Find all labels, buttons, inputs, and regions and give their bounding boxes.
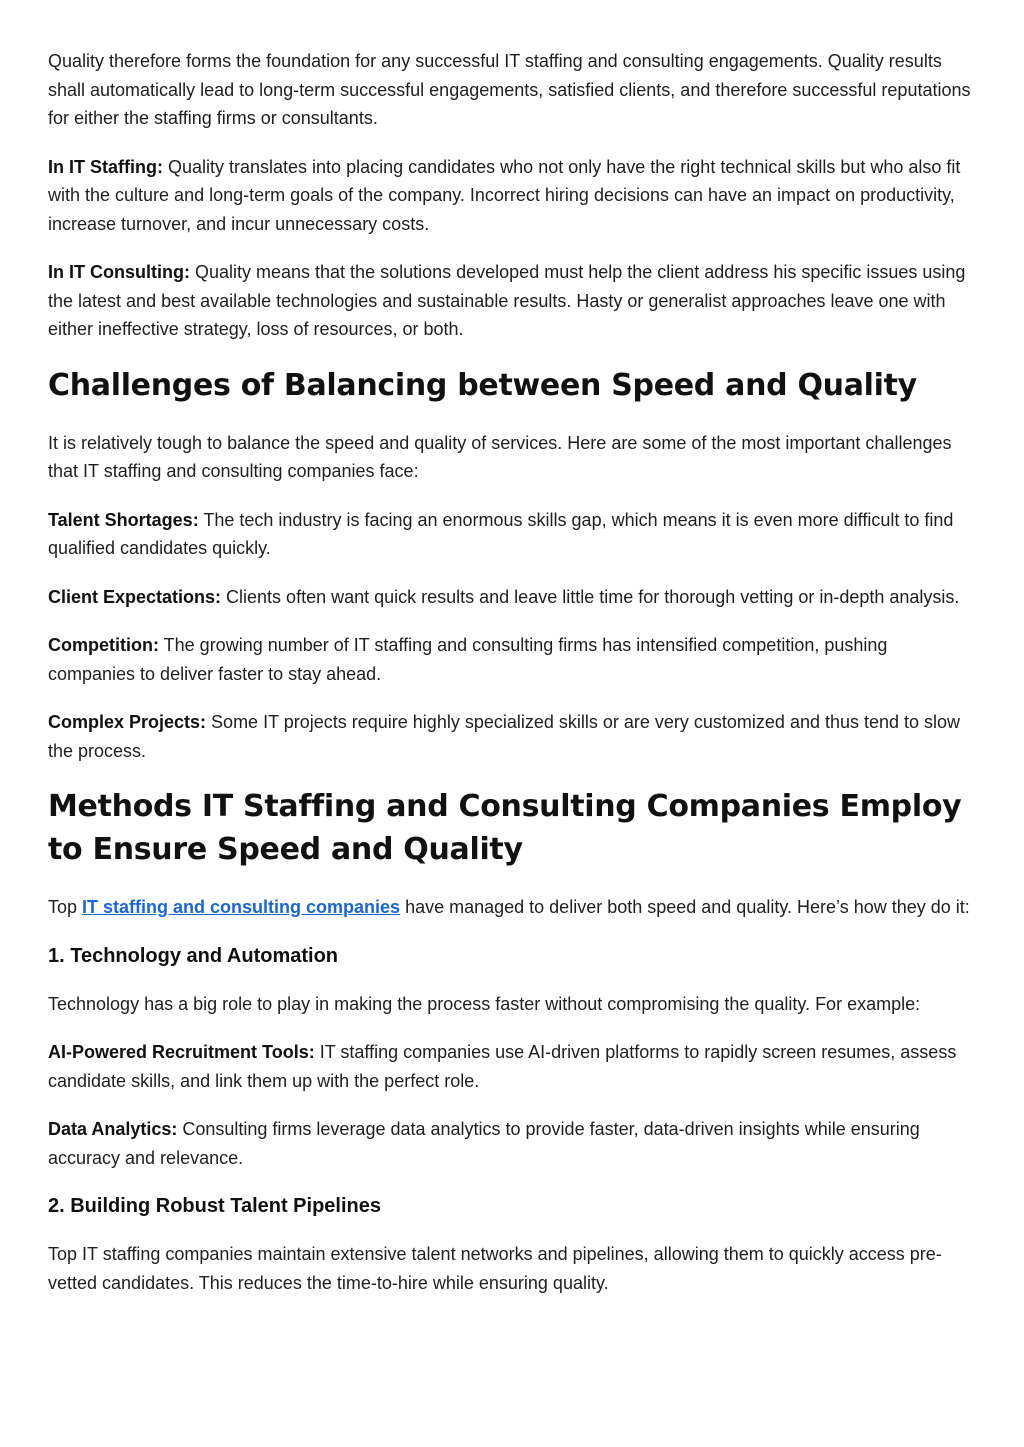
challenge-item (48, 583, 978, 612)
talent-pipelines-heading: 2. Building Robust Talent Pipelines (48, 1195, 381, 1217)
method-text: IT staffing companies use AI-driven platforms to rapidly screen resumes, assess candidate skills, and link them up with the perfect role. (48, 1042, 957, 1091)
method-item (48, 1115, 978, 1172)
method-text: Consulting firms leverage data analytics to provide faster, data-driven insights while ensuring accuracy and relevance. (48, 1119, 920, 1168)
staffing-companies-link[interactable]: IT staffing and consulting companies (82, 897, 401, 917)
methods-heading: Methods IT Staffing and Consulting Companies Employ to Ensure Speed and Quality (48, 789, 962, 867)
challenge-text: The growing number of IT staffing and consulting firms has intensified competition, pushing companies to deliver faster to stay ahead. (48, 635, 888, 684)
challenges-intro: It is relatively tough to balance the speed and quality of services. Here are some of the most important challenges that IT staffing and consulting companies face: (48, 432, 952, 481)
methods-intro-before: Top (48, 897, 83, 917)
intro-paragraph: Quality therefore forms the foundation for any successful IT staffing and consulting engagements. Quality results shall automatically lead to long-term successful engagements, satisfied clients, and therefore successful reputations for either the staffing firms or consultants. (48, 51, 971, 128)
challenge-label: Complex Projects: (48, 712, 207, 732)
challenge-item (48, 708, 978, 765)
staffing-paragraph (48, 153, 978, 239)
challenge-label: Client Expectations: (48, 586, 222, 607)
methods-intro-after: have managed to deliver both speed and quality. Here’s how they do it: (400, 897, 970, 917)
consulting-label: In IT Consulting: (48, 262, 190, 282)
method-label: AI-Powered Recruitment Tools: (48, 1042, 315, 1062)
talent-pipelines-paragraph: Top IT staffing companies maintain extensive talent networks and pipelines, allowing them to quickly access pre-vetted candidates. This reduces the time-to-hire while ensuring quality. (48, 1244, 942, 1293)
challenge-item (48, 506, 978, 563)
challenge-label: Competition: (48, 635, 159, 655)
challenge-text: Some IT projects require highly specialized skills or are very customized and thus tend to slow the process. (48, 712, 961, 761)
method-item (48, 1038, 978, 1095)
challenge-text: The tech industry is facing an enormous skills gap, which means it is even more difficult to find qualified candidates quickly. (48, 509, 954, 558)
challenge-item (48, 631, 978, 688)
challenge-text: Clients often want quick results and leave little time for thorough vetting or in-depth analysis. (221, 586, 960, 607)
technology-automation-heading: 1. Technology and Automation (48, 944, 338, 967)
consulting-paragraph (48, 258, 978, 344)
challenge-label: Talent Shortages: (48, 509, 199, 530)
staffing-text: Quality translates into placing candidates who not only have the right technical skills but who also fit with the culture and long-term goals of the company. Incorrect hiring decisions can have an impact on productivity, increase turnover, and incur unnecessary costs. (48, 156, 961, 234)
methods-intro (48, 893, 978, 922)
consulting-text: Quality means that the solutions developed must help the client address his specific issues using the latest and best available technologies and sustainable results. Hasty or generalist approaches leave one with either ineffective strategy, loss of resources, or both. (48, 262, 966, 339)
challenges-heading: Challenges of Balancing between Speed and Quality (48, 367, 917, 403)
technology-intro: Technology has a big role to play in making the process faster without compromising the quality. For example: (48, 993, 921, 1014)
staffing-label: In IT Staffing: (48, 156, 163, 177)
article-body (48, 47, 978, 1317)
method-label: Data Analytics: (48, 1119, 178, 1139)
